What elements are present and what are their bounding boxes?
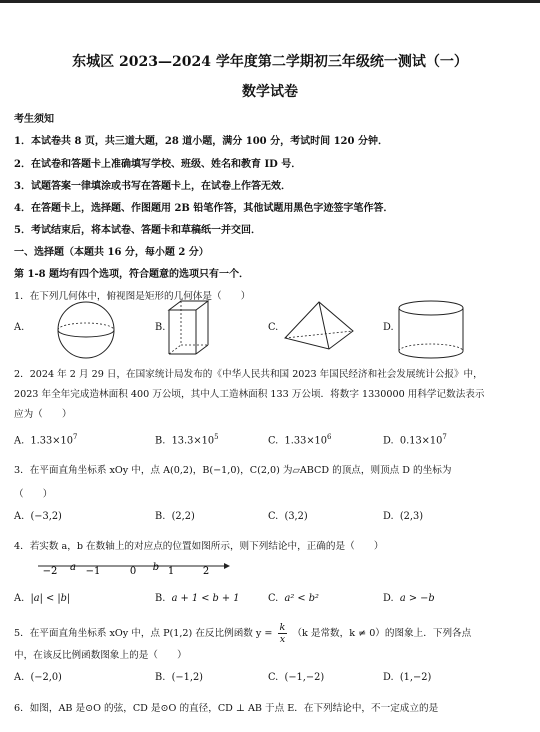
q1-option-c-label: C. — [268, 322, 279, 333]
point-a-label: a — [70, 562, 76, 573]
q5-stem-line2: 中，在该反比例函数图象上的是（ ） — [14, 650, 187, 661]
q2-option-c: C. $1.33\times 10^6$ — [268, 433, 332, 447]
q3-stem-line2: （ ） — [14, 489, 53, 500]
q2-stem-line3: 应为（ ） — [14, 409, 72, 420]
q4-option-b: B. a + 1 < b + 1 — [155, 593, 240, 604]
tetrahedron-figure — [283, 300, 355, 352]
q3-option-b: B. (2,2) — [155, 511, 195, 522]
notice-item-5: 5．考试结束后，将本试卷、答题卡和草稿纸一并交回． — [14, 225, 261, 236]
q4-option-a: A. |a| < |b| — [14, 593, 71, 604]
exam-subtitle: 数学试卷 — [242, 84, 298, 100]
notice-item-2: 2．在试卷和答题卡上准确填写学校、班级、姓名和教育 ID 号． — [14, 159, 302, 170]
q6-stem: 6．如图，AB 是⊙O 的弦，CD 是⊙O 的直径，CD ⊥ AB 于点 E．在下列结论中，不一定成立的是 — [14, 703, 439, 714]
q2-option-a: A. $1.33\times 10^7$ — [14, 433, 78, 447]
q3-option-a: A. (−3,2) — [14, 511, 62, 522]
q5-stem-line1: 5．在平面直角坐标系 xOy 中，点 P(1,2) 在反比例函数 y = $\frac{k}{x}$ （k 是常数，k ≠ 0）的图象上．下列各点 — [14, 622, 472, 645]
q1-option-d-label: D. — [383, 322, 394, 333]
q1-option-a-label: A. — [14, 322, 25, 333]
q2-stem-line1: 2．2024 年 2 月 29 日，在国家统计局发布的《中华人民共和国 2023 年国民经济和社会发展统计公报》中， — [14, 369, 483, 380]
exam-title: 东城区 2023—2024 学年度第二学期初三年级统一测试（一） — [72, 54, 468, 70]
notice-item-4: 4．在答题卡上，选择题、作图题用 2B 铅笔作答，其他试题用黑色字迹签字笔作答． — [14, 203, 394, 214]
q3-option-c: C. (3,2) — [268, 511, 308, 522]
cylinder-figure — [396, 299, 466, 361]
tick-label-neg1: −1 — [85, 566, 101, 577]
q3-stem: 3．在平面直角坐标系 xOy 中，点 A(0,2)，B(−1,0)，C(2,0) 为▱ABCD 的顶点，则顶点 D 的坐标为 — [14, 465, 452, 476]
tick-label-neg2: −2 — [42, 566, 58, 577]
point-b-label: b — [152, 562, 160, 573]
q4-stem: 4．若实数 a，b 在数轴上的对应点的位置如图所示，则下列结论中，正确的是（ ） — [14, 541, 384, 552]
q5-option-d: D. (1,−2) — [383, 672, 432, 683]
q5-option-c: C. (−1,−2) — [268, 672, 325, 683]
q1-option-b-label: B. — [155, 322, 166, 333]
q3-option-d: D. (2,3) — [383, 511, 424, 522]
notice-heading: 考生须知 — [14, 114, 54, 125]
q4-option-d: D. a > −b — [383, 593, 435, 604]
tick-label-0: 0 — [129, 566, 137, 577]
q2-option-b: B. $13.3\times 10^5$ — [155, 433, 219, 447]
fraction-k-over-x: $\frac{k}{x}$ — [279, 622, 286, 645]
q4-option-c: C. a² < b² — [268, 593, 319, 604]
q2-stem-line2: 2023 年全年完成造林面积 400 万公顷，其中人工造林面积 133 万公顷．将数字 1330000 用科学记数法表示 — [14, 389, 485, 400]
q5-option-a: A. (−2,0) — [14, 672, 62, 683]
notice-item-1: 1．本试卷共 8 页，共三道大题，28 道小题，满分 100 分，考试时间 120 分钟． — [14, 136, 388, 147]
section-heading: 一、选择题（本题共 16 分，每小题 2 分） — [14, 247, 209, 258]
tick-label-2: 2 — [202, 566, 210, 577]
section-instruction: 第 1-8 题均有四个选项，符合题意的选项只有一个． — [14, 269, 250, 280]
q1-stem: 1．在下列几何体中，俯视图是矩形的几何体是（ ） — [14, 291, 251, 302]
number-line-figure — [36, 556, 232, 582]
sphere-figure — [55, 300, 117, 360]
notice-item-3: 3．试题答案一律填涂或书写在答题卡上，在试卷上作答无效． — [14, 181, 291, 192]
q2-option-d: D. $0.13\times 10^7$ — [383, 433, 447, 447]
tick-label-1: 1 — [167, 566, 175, 577]
q5-option-b: B. (−1,2) — [155, 672, 203, 683]
prism-figure — [166, 298, 212, 360]
